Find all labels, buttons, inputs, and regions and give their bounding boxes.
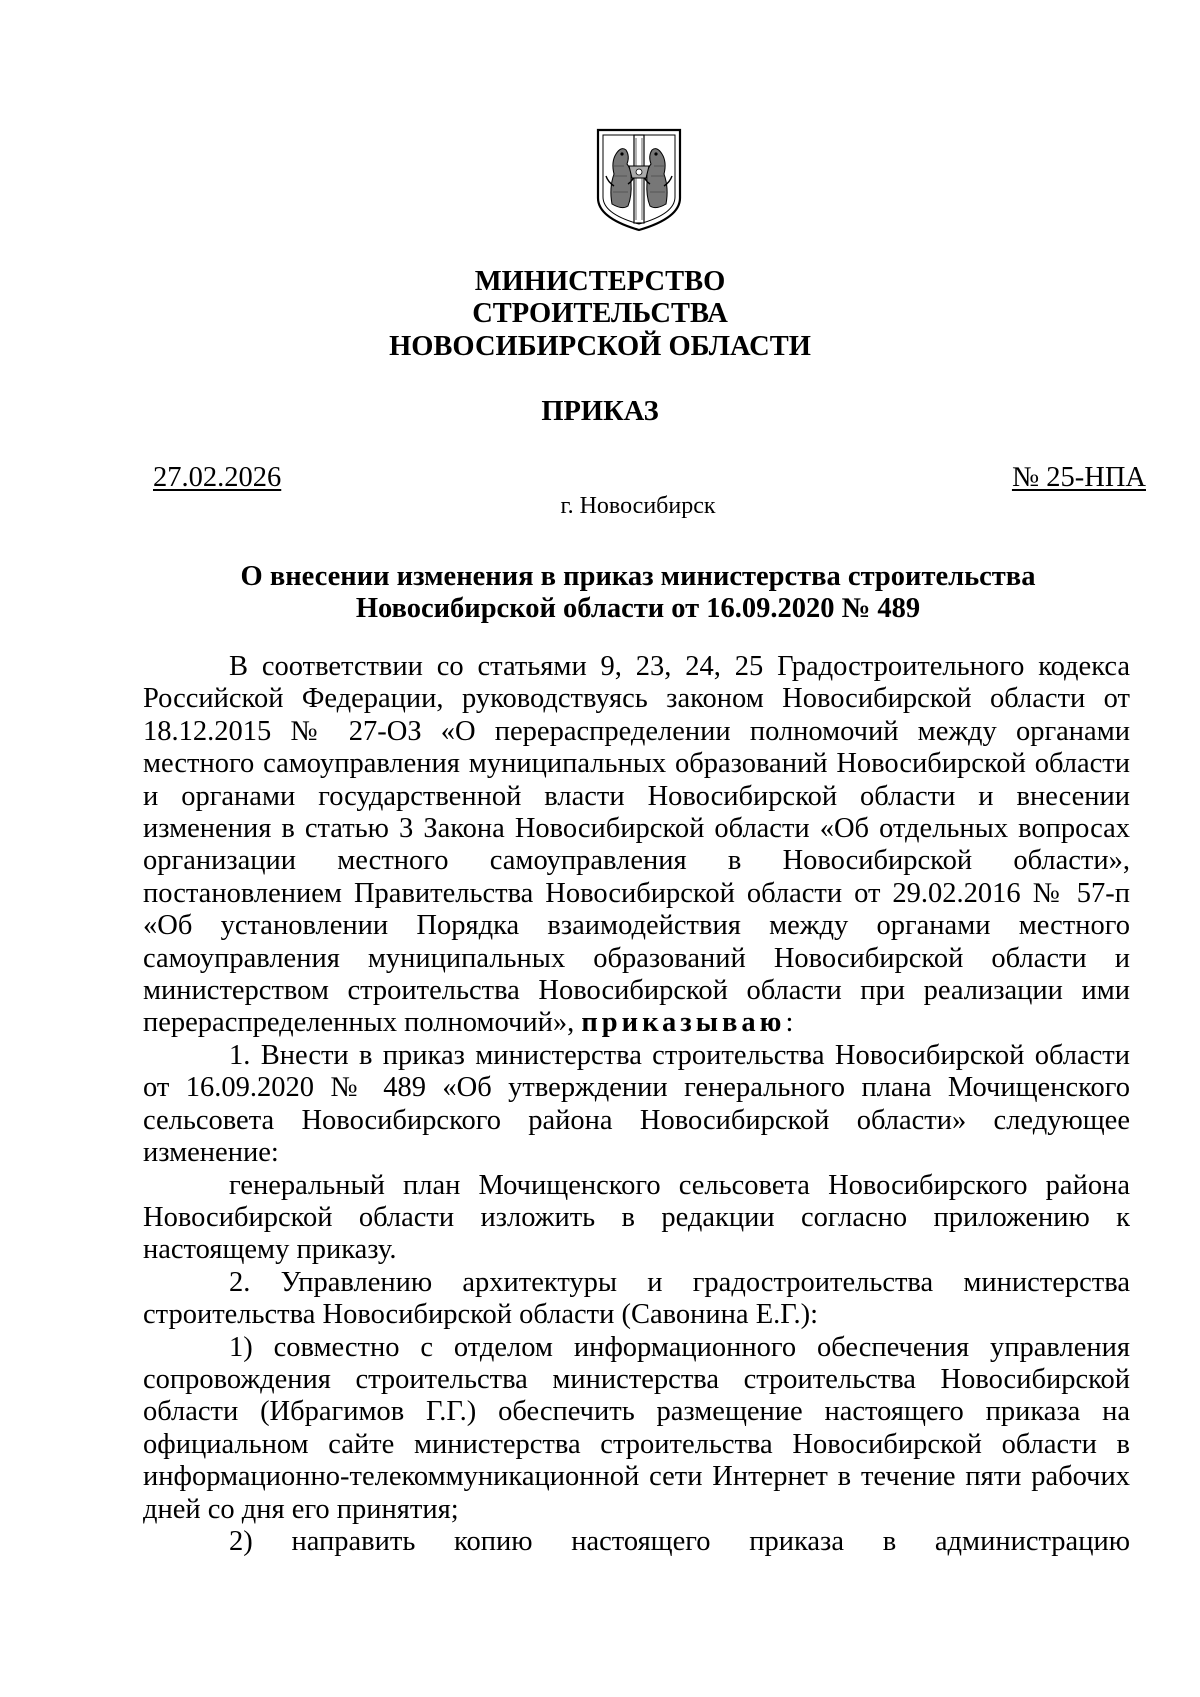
preamble-text: В соответствии со статьями 9, 23, 24, 25 Градостроительного кодекса Российской Федерации, руководствуясь законом Новосибирской области от 18.12.2015 № 27-ОЗ «О перераспределении полномочий между органами местного самоуправления муниципальных образований Новосибирской области и органами государственной власти Новосибирской области и внесении изменения в статью 3 Закона Новосибирской области «Об отдельных вопросах организации местного самоуправления в Новосибирской области», постановлением Правительства Новосибирской области от 29.02.2016 № 57-п «Об установлении Порядка взаимодействия между органами местного самоуправления муниципальных образований Новосибирской области и министерством строительства Новосибирской области при реализации ими перераспределенных полномочий», — [143, 651, 1130, 1039]
document-title-line-2: Новосибирской области от 16.09.2020 № 489 — [355, 593, 921, 624]
item-2-2-paragraph: 2) направить копию настоящего приказа в администрацию — [229, 1525, 1130, 1557]
ministry-name-line-2: СТРОИТЕЛЬСТВА — [472, 298, 728, 329]
item-1-text-paragraph: генеральный план Мочищенского сельсовета Новосибирского района Новосибирской области изложить в редакции согласно приложению к настоящему приказу. — [143, 1169, 1130, 1266]
document-number: № 25-НПА — [1011, 462, 1146, 493]
item-1-paragraph: 1. Внести в приказ министерства строительства Новосибирской области от 16.09.2020 № 489 «Об утверждении генерального плана Мочищенского сельсовета Новосибирского района Новосибирской области» следующее изменение: — [143, 1039, 1130, 1169]
document-body — [143, 651, 1130, 1558]
preamble-paragraph — [143, 651, 1130, 1040]
document-date: 27.02.2026 — [153, 462, 282, 493]
document-city: г. Новосибирск — [560, 493, 716, 519]
order-colon: : — [785, 1007, 794, 1039]
ministry-name-line-1: МИНИСТЕРСТВО — [474, 266, 726, 297]
document-title-line-1: О внесении изменения в приказ министерства строительства — [240, 561, 1036, 592]
item-2-1-paragraph: 1) совместно с отделом информационного обеспечения управления сопровождения строительства министерства строительства Новосибирской области (Ибрагимов Г.Г.) обеспечить размещение настоящего приказа на официальном сайте министерства строительства Новосибирской области в информационно-телекоммуникационной сети Интернет в течение пяти рабочих дней со дня его принятия; — [143, 1331, 1130, 1525]
item-2-paragraph: 2. Управлению архитектуры и градостроительства министерства строительства Новосибирской области (Савонина Е.Г.): — [143, 1266, 1130, 1331]
ministry-name-line-3: НОВОСИБИРСКОЙ ОБЛАСТИ — [389, 331, 811, 362]
order-word: приказываю — [581, 1007, 786, 1039]
coat-of-arms-emblem — [594, 126, 684, 234]
document-type: ПРИКАЗ — [541, 396, 659, 427]
